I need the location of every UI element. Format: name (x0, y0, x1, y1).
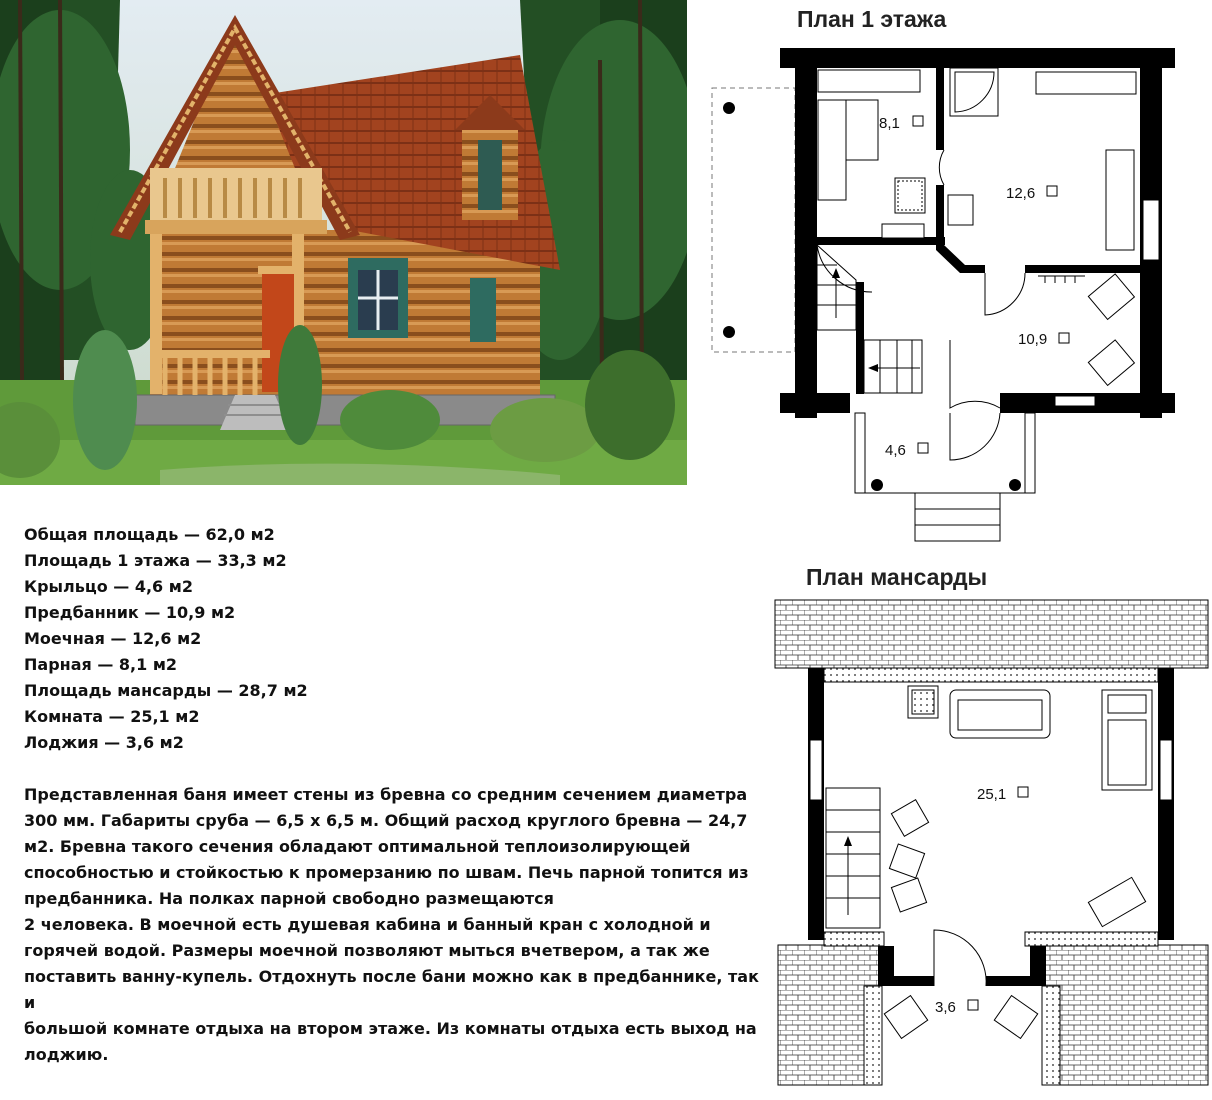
attic-plan-title: План мансарды (806, 564, 988, 590)
spec-dressing-area: Предбанник — 10,9 м2 (24, 603, 236, 622)
spec-room-area: Комната — 25,1 м2 (24, 707, 200, 726)
spec-attic-area: Площадь мансарды — 28,7 м2 (24, 681, 308, 700)
room-area-loggia: 3,6 (935, 999, 956, 1016)
spec-wash-area: Моечная — 12,6 м2 (24, 629, 202, 648)
description-paragraph: Представленная баня имеет стены из бревна со средним сечением диаметра 300 мм. Габариты сруба — 6,5 х 6,5 м. Общий расход круглого бревна — 24,7 м2. Бревна такого сечения обладают оптимальной теплоизолирующей способностью и стойкостью к промерзанию по швам. Печь парной топится из предбанника. На полках парной свободно размещаются 2 человека. В моечной есть душевая кабина и банный кран с холодной и горячей водой. Размеры моечной позволяют мыться вчетвером, а так же поставить ванну-купель. Отдохнуть после бани можно как в предбаннике, так и большой комнате отдыха на втором этаже. Из комнаты отдыха есть выход на лоджию. (24, 785, 759, 1064)
room-area-steam: 8,1 (879, 115, 900, 132)
room-area-wash: 12,6 (1006, 185, 1036, 202)
room-area-room: 25,1 (977, 786, 1007, 803)
spec-steam-area: Парная — 8,1 м2 (24, 655, 178, 674)
spec-floor1-area: Площадь 1 этажа — 33,3 м2 (24, 551, 287, 570)
spec-total-area: Общая площадь — 62,0 м2 (24, 525, 275, 544)
spec-loggia-area: Лоджия — 3,6 м2 (24, 733, 184, 752)
spec-porch-area: Крыльцо — 4,6 м2 (24, 577, 193, 596)
floor1-plan-title: План 1 этажа (797, 6, 947, 32)
room-area-porch: 4,6 (885, 442, 906, 459)
room-area-dressing: 10,9 (1018, 331, 1048, 348)
